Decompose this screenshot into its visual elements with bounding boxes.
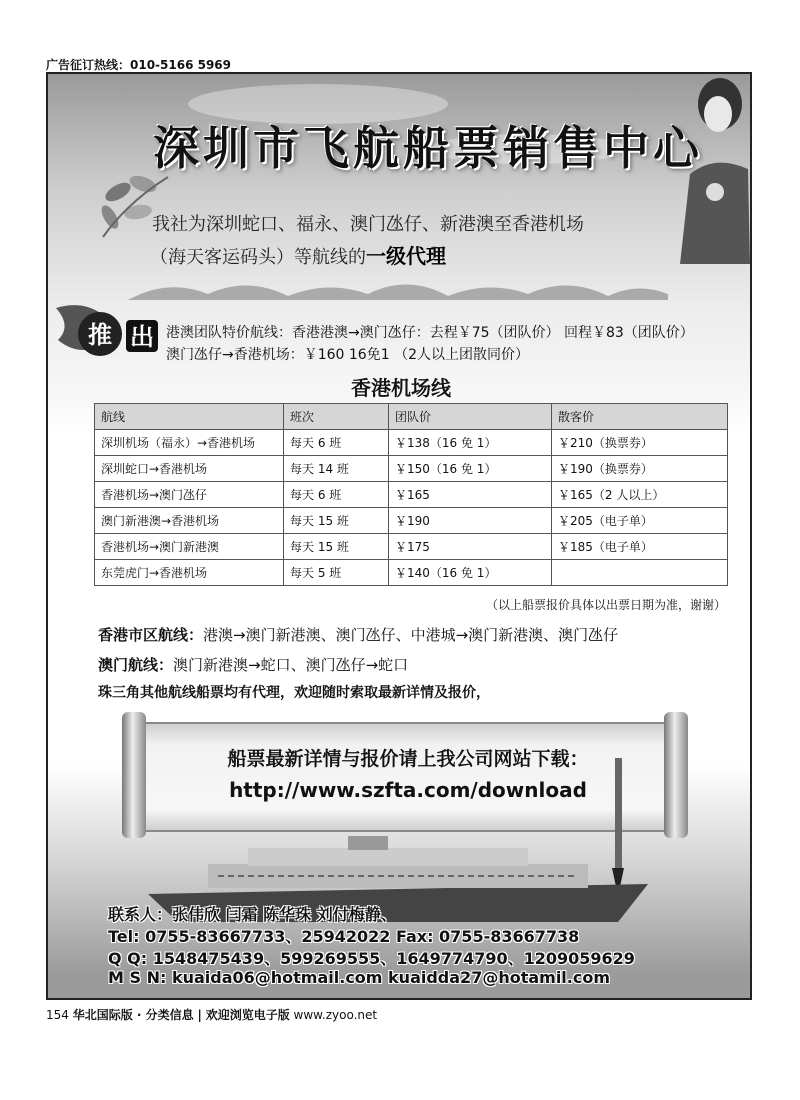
table-cell: ￥190（换票券）: [552, 456, 728, 482]
table-cell: ￥205（电子单）: [552, 508, 728, 534]
page-footer: [46, 1006, 377, 1023]
edition-label: 华北国际版 · 分类信息: [72, 1008, 194, 1022]
grass-decoration: [128, 274, 668, 300]
contact-msn: M S N: kuaida06@hotmail.com kuaidda27@hotamil.com: [108, 968, 611, 987]
intro-line-2: [88, 240, 508, 269]
push-badge-icon: [52, 300, 164, 364]
footer-separator: |: [197, 1008, 202, 1022]
table-cell: 每天 15 班: [284, 534, 389, 560]
table-cell: 东莞虎门→香港机场: [95, 560, 284, 586]
table-cell: 深圳蛇口→香港机场: [95, 456, 284, 482]
contact-phone-fax: Tel: 0755-83667733、25942022 Fax: 0755-83667738: [108, 927, 580, 946]
ad-hotline: 广告征订热线：010-5166 5969: [46, 58, 232, 72]
table-header: 航线: [95, 404, 284, 430]
table-cell: ￥210（换票券）: [552, 430, 728, 456]
table-row: [95, 456, 728, 482]
table-cell: 每天 6 班: [284, 482, 389, 508]
macau-routes-label: 澳门航线：: [98, 656, 174, 674]
table-header: 团队价: [389, 404, 552, 430]
page-number: 154: [46, 1008, 69, 1022]
airport-routes-table: [94, 403, 728, 586]
table-row: [95, 534, 728, 560]
table-cell: ￥138（16 免 1）: [389, 430, 552, 456]
other-routes-note: 珠三角其他航线船票均有代理，欢迎随时索取最新详情及报价，: [98, 685, 490, 701]
table-cell: 深圳机场（福永）→香港机场: [95, 430, 284, 456]
table-cell: 澳门新港澳→香港机场: [95, 508, 284, 534]
intro-line-2-prefix: （海天客运码头）等航线的: [150, 247, 366, 268]
table-header: 班次: [284, 404, 389, 430]
promo-line-1: 港澳团队特价航线：香港港澳→澳门氹仔：去程￥75（团队价） 回程￥83（团队价）: [166, 325, 694, 341]
ferry-ticket-advertisement: [46, 72, 752, 1000]
contact-qq: Q Q: 1548475439、599269555、1649774790、1209059629: [108, 949, 635, 968]
table-row: [95, 430, 728, 456]
footer-site[interactable]: www.zyoo.net: [293, 1008, 378, 1022]
table-header-row: [95, 404, 728, 430]
table-cell: 香港机场→澳门氹仔: [95, 482, 284, 508]
table-cell: 每天 5 班: [284, 560, 389, 586]
promo-line-2: 澳门氹仔→香港机场：￥160 16免1 （2人以上团散同价）: [166, 347, 529, 363]
macau-routes: [98, 654, 408, 675]
download-scroll-banner: [118, 712, 688, 842]
table-cell: ￥150（16 免 1）: [389, 456, 552, 482]
scroll-rod-right: [664, 712, 688, 838]
macau-routes-text: 澳门新港澳→蛇口、澳门氹仔→蛇口: [173, 656, 409, 674]
table-cell: 香港机场→澳门新港澳: [95, 534, 284, 560]
table-cell: ￥175: [389, 534, 552, 560]
table-row: [95, 508, 728, 534]
price-note: （以上船票报价具体以出票日期为准，谢谢）: [485, 598, 726, 612]
table-cell: 每天 14 班: [284, 456, 389, 482]
ad-title: 深圳市飞航船票销售中心: [153, 121, 703, 175]
table-cell: ￥165（2 人以上）: [552, 482, 728, 508]
intro-line-2-bold: 一级代理: [366, 244, 446, 268]
table-row: [95, 560, 728, 586]
svg-text:推: 推: [88, 321, 112, 349]
table-row: [95, 482, 728, 508]
download-url[interactable]: http://www.szfta.com/download: [229, 778, 587, 802]
table-cell: ￥185（电子单）: [552, 534, 728, 560]
scroll-rod-left: [122, 712, 146, 838]
table-header: 散客价: [552, 404, 728, 430]
table-cell: ￥140（16 免 1）: [389, 560, 552, 586]
welcome-text: 欢迎浏览电子版: [205, 1008, 290, 1022]
download-prompt: 船票最新详情与报价请上我公司网站下载：: [227, 748, 589, 770]
hk-city-routes: [98, 624, 618, 645]
scroll-paper: [146, 722, 666, 832]
section-title-airport-routes: 香港机场线: [351, 376, 451, 400]
table-cell: [552, 560, 728, 586]
table-cell: 每天 15 班: [284, 508, 389, 534]
hk-city-routes-text: 港澳→澳门新港澳、澳门氹仔、中港城→澳门新港澳、澳门氹仔: [203, 626, 619, 644]
table-cell: 每天 6 班: [284, 430, 389, 456]
contact-people: 联系人：张伟欣 闫霜 陈华珠 刘付梅静、: [108, 905, 397, 924]
table-cell: ￥165: [389, 482, 552, 508]
svg-text:出: 出: [130, 323, 154, 351]
intro-line-1: 我社为深圳蛇口、福永、澳门氹仔、新港澳至香港机场: [152, 214, 584, 235]
table-cell: ￥190: [389, 508, 552, 534]
hk-city-routes-label: 香港市区航线：: [98, 626, 204, 644]
